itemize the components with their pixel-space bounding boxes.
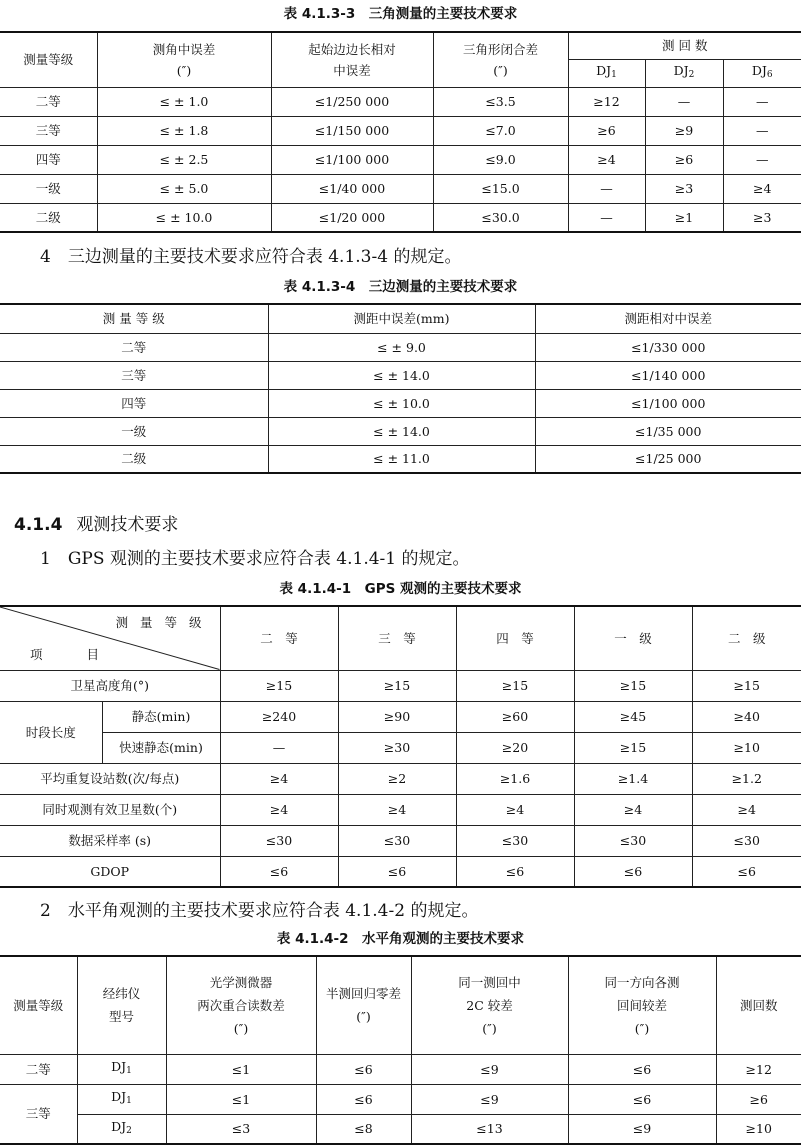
table-cell: ≤1/100 000 (271, 145, 433, 174)
table-cell: ≤1/250 000 (271, 87, 433, 116)
table-cell: 二级 (0, 445, 268, 473)
table-row: 三等 $DJ_1$ ≤1 ≤6 ≤9 ≤6 ≥6 (0, 1084, 801, 1114)
table-row: 平均重复设站数(次/每点) ≥4 ≥2 ≥1.6 ≥1.4 ≥1.2 (0, 763, 801, 794)
table-row: 数据采样率 (s) ≤30 ≤30 ≤30 ≤30 ≤30 (0, 825, 801, 856)
table-cell: ≤7.0 (433, 116, 568, 145)
table-cell: ≤1/140 000 (535, 361, 801, 389)
header-item: 项 目 (30, 646, 119, 662)
table-cell: ≤3.5 (433, 87, 568, 116)
table-4-1-4-2-caption: 表 4.1.4-2 水平角观测的主要技术要求 (276, 931, 525, 947)
table-cell: ≤9.0 (433, 145, 568, 174)
header-distance-error: 测距中误差(mm) (268, 304, 535, 333)
table-cell: ≤1/40 000 (271, 174, 433, 203)
table-cell: 二等 (0, 87, 97, 116)
table-cell: 三等 (0, 361, 268, 389)
table-cell: ≤1/330 000 (535, 333, 801, 361)
table-cell: 一级 (0, 417, 268, 445)
header-relative-error: 测距相对中误差 (535, 304, 801, 333)
header-diagonal-cell (0, 606, 220, 670)
table-cell: ≤ ± 9.0 (268, 333, 535, 361)
table-trilateration (0, 303, 801, 474)
table-row (0, 333, 801, 361)
table-row: $DJ_2$ ≤3 ≤8 ≤13 ≤9 ≥10 (0, 1114, 801, 1144)
header-dj6: $DJ_6$ (723, 59, 801, 87)
table-cell: ≥4 (723, 174, 801, 203)
table-cell: ≥6 (568, 116, 645, 145)
table-cell: 二级 (0, 203, 97, 232)
table-cell: ≥6 (645, 145, 723, 174)
table-row: 同时观测有效卫星数(个) ≥4 ≥4 ≥4 ≥4 ≥4 (0, 794, 801, 825)
header-half-round: 半测回归零差 (″) (316, 956, 411, 1054)
table-row: 快速静态(min) — ≥30 ≥20 ≥15 ≥10 (0, 732, 801, 763)
table-cell: 二等 (0, 333, 268, 361)
table-horizontal-angle (0, 955, 801, 1145)
table-row: GDOP ≤6 ≤6 ≤6 ≤6 ≤6 (0, 856, 801, 887)
table-cell: ≤ ± 5.0 (97, 174, 271, 203)
table-cell: 四等 (0, 145, 97, 174)
table-row (0, 87, 801, 116)
header-col-4: 一 级 (574, 606, 692, 670)
header-col-1: 二 等 (220, 606, 338, 670)
table-cell: ≤ ± 2.5 (97, 145, 271, 174)
table-cell: ≤30.0 (433, 203, 568, 232)
table-cell: — (568, 203, 645, 232)
header-rounds: 测回数 (716, 956, 801, 1054)
table-cell: — (723, 87, 801, 116)
section-title: 观测技术要求 (76, 515, 179, 535)
table-cell: ≤1/25 000 (535, 445, 801, 473)
header-base-error: 起始边边长相对 中误差 (271, 32, 433, 87)
table-cell: ≤ ± 14.0 (268, 361, 535, 389)
table-row (0, 145, 801, 174)
section-heading (14, 514, 178, 536)
paragraph-item-4: 4 三边测量的主要技术要求应符合表 4.1.3-4 的规定。 (40, 247, 462, 267)
table-4-1-3-4-caption: 表 4.1.3-4 三边测量的主要技术要求 (283, 279, 518, 295)
table-cell: ≤1/150 000 (271, 116, 433, 145)
table-cell: ≥4 (568, 145, 645, 174)
table-cell: ≤15.0 (433, 174, 568, 203)
header-2c: 同一测回中 2C 较差 (″) (411, 956, 568, 1054)
header-rounds: 测 回 数 (568, 32, 801, 59)
table-row: 时段长度 静态(min) ≥240 ≥90 ≥60 ≥45 ≥40 (0, 701, 801, 732)
header-model: 经纬仪 型号 (77, 956, 166, 1054)
header-grade: 测 量 等 级 (115, 615, 206, 630)
paragraph-item-1: 1 GPS 观测的主要技术要求应符合表 4.1.4-1 的规定。 (40, 549, 470, 569)
row-period-label: 时段长度 (0, 701, 102, 763)
table-row: 卫星高度角(°) ≥15 ≥15 ≥15 ≥15 ≥15 (0, 670, 801, 701)
table-cell: ≤1/35 000 (535, 417, 801, 445)
table-triangulation (0, 31, 801, 233)
header-dj2: $DJ_2$ (645, 59, 723, 87)
table-cell: — (645, 87, 723, 116)
header-grade: 测 量 等 级 (0, 304, 268, 333)
table-cell: ≥3 (723, 203, 801, 232)
table-4-1-4-1-caption: 表 4.1.4-1 GPS 观测的主要技术要求 (279, 581, 522, 597)
header-angle-error: 测角中误差 (″) (97, 32, 271, 87)
table-row (0, 361, 801, 389)
table-cell: ≥9 (645, 116, 723, 145)
header-grade: 测量等级 (0, 32, 97, 87)
paragraph-item-2: 2 水平角观测的主要技术要求应符合表 4.1.4-2 的规定。 (40, 901, 479, 921)
header-dj1: $DJ_1$ (568, 59, 645, 87)
table-row (0, 116, 801, 145)
header-col-3: 四 等 (456, 606, 574, 670)
table-row (0, 389, 801, 417)
table-cell: 四等 (0, 389, 268, 417)
table-cell: ≤ ± 1.8 (97, 116, 271, 145)
table-row (0, 417, 801, 445)
table-cell: 一级 (0, 174, 97, 203)
header-optical-micrometer: 光学测微器 两次重合读数差 (″) (166, 956, 316, 1054)
table-row (0, 174, 801, 203)
header-grade: 测量等级 (0, 956, 77, 1054)
table-cell: ≤ ± 10.0 (97, 203, 271, 232)
table-cell: — (568, 174, 645, 203)
table-cell: ≤ ± 1.0 (97, 87, 271, 116)
header-direction: 同一方向各测 回间较差 (″) (568, 956, 716, 1054)
table-cell: — (723, 116, 801, 145)
header-closure: 三角形闭合差 (″) (433, 32, 568, 87)
table-cell: — (723, 145, 801, 174)
table-cell: ≤1/20 000 (271, 203, 433, 232)
table-cell: ≥12 (568, 87, 645, 116)
table-4-1-3-3-caption: 表 4.1.3-3 三角测量的主要技术要求 (283, 6, 518, 22)
table-cell: ≤ ± 10.0 (268, 389, 535, 417)
table-gps (0, 605, 801, 888)
section-number: 4.1.4 (14, 515, 63, 535)
table-cell: ≤ ± 14.0 (268, 417, 535, 445)
header-col-2: 三 等 (338, 606, 456, 670)
table-row (0, 445, 801, 473)
table-cell: ≥1 (645, 203, 723, 232)
table-cell: ≥3 (645, 174, 723, 203)
table-cell: ≤ ± 11.0 (268, 445, 535, 473)
table-cell: ≤1/100 000 (535, 389, 801, 417)
header-col-5: 二 级 (692, 606, 801, 670)
table-row: 二等 $DJ_1$ ≤1 ≤6 ≤9 ≤6 ≥12 (0, 1054, 801, 1084)
table-row (0, 203, 801, 232)
table-cell: 三等 (0, 116, 97, 145)
